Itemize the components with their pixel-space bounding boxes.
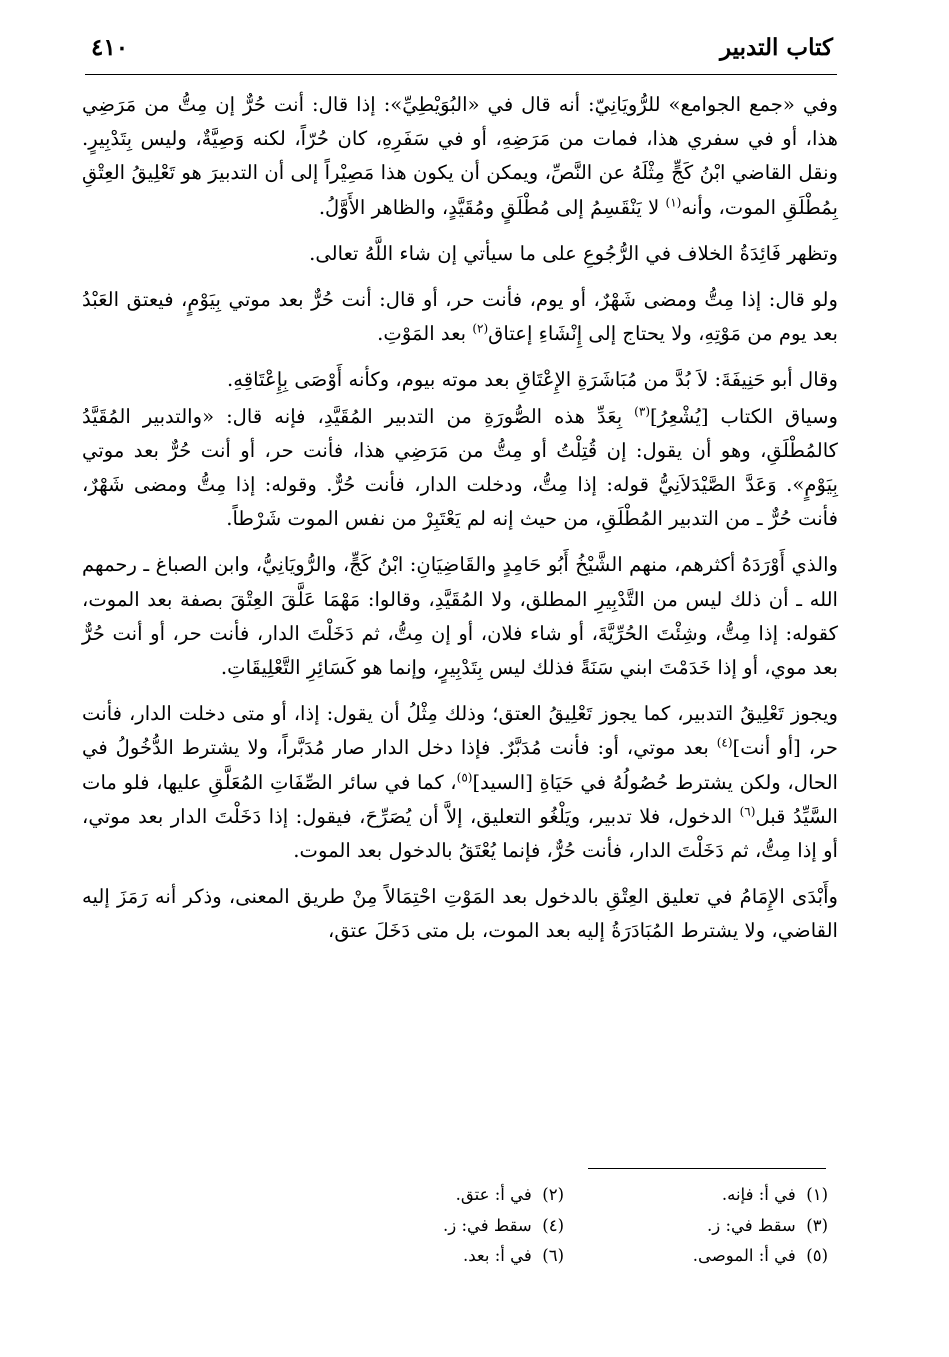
footnote-marker: (٥) — [456, 770, 473, 785]
footnote-text: سقط في: ز. — [443, 1215, 532, 1235]
footnote-marker: (٢) — [472, 321, 489, 336]
footnote-number: (٦) — [542, 1246, 564, 1265]
text-segment: بِعَدِّ هذه الصُّورَةِ من التدبير المُقَيَّدِ، فإنه قال: «والتدبير المُقَيَّدُ كالمُطْلَقِ، وهو أن يقول: إن قُتِلْتُ أو مِتُّ من مَرَضِي هذا، فأنت حر، أو أنت حُرٌّ بعد موتي بِيَوْمٍ». وَعَدَّ الصَّيْدَلاَنِيُّ قوله: إذا مِتُّ، ودخلت الدار، فأنت حُرٌّ. وقوله: إذا مِتُّ ومضى شَهْرٌ، فأنت حُرٌّ ـ من التدبير المُطْلَقِ، من حيث إنه لم يَعْتَبِرْ من نفس الموت شَرْطاً. — [82, 404, 838, 531]
paragraph-4 — [82, 363, 838, 397]
footnote-text: في أ: بعد. — [463, 1246, 532, 1265]
text-segment: ويجوز تَعْلِيقُ التدبير، كما يجوز تَعْلِيقُ العتق؛ وذلك مِثْلُ أن يقول: إذا، أو متى دخلت الدار، فأنت حر، [أو أنت] — [82, 702, 838, 760]
footnote-4 — [300, 1211, 564, 1242]
text-segment: ، كما في سائر الصِّفَاتِ المُعَلَّقِ عليها، فلو مات السَّيِّدُ قبل — [82, 770, 839, 828]
footnote-row — [300, 1241, 828, 1272]
footnote-marker: (٤) — [716, 735, 733, 750]
footnote-text: في أ: فإنه. — [721, 1185, 796, 1204]
footnote-2 — [300, 1180, 564, 1211]
footnote-text: سقط في: ز. — [707, 1215, 796, 1235]
text-segment: وأَبْدَى الإِمَامُ في تعليق العِتْقِ بالدخول بعد المَوْتِ احْتِمَالاً مِنْ طريق المعنى، وذكر أنه رَمَزَ إليه القاضي، ولا يشترط المُبَادَرَةُ إليه بعد الموت، بل متى دَخَلَ عتق، — [82, 885, 838, 943]
main-text — [82, 88, 838, 949]
footnote-6 — [300, 1241, 564, 1272]
text-segment: بعد موتي، أو: فأنت مُدَبَّرٌ. فإذا دخل الدار صار مُدَبَّراً، ولا يشترط الدُّخُولُ في الحال، ولكن يشترط حُصُولُهُ في حَيَاةِ [السيد] — [82, 736, 838, 794]
footnote-3 — [564, 1211, 828, 1242]
footnotes — [300, 1180, 828, 1272]
paragraph-3 — [82, 283, 838, 351]
footnote-1 — [564, 1180, 828, 1211]
footnote-number: (٤) — [542, 1215, 564, 1235]
text-segment: الدخول، فلا تدبير، ويَلْغُو التعليق، إلاَّ أن يُصَرِّحَ، فيقول: إذا دَخَلْتَ الدار بعد موتي، أو إذا مِتُّ، ثم دَخَلْتَ الدار، فأنت حُرٌّ، فإنما يُعْتَقُ بالدخول بعد الموت. — [82, 804, 838, 863]
text-segment: والذي أَوْرَدَهُ أكثرهم، منهم الشَّيْخُ أَبُو حَامِدٍ والقَاضِيَانِ: ابْنُ كَجٍّ، والرُّويَانِيُّ، وابن الصباغ ـ رحمهم الله ـ أن ذلك ليس من التَّدْبِيرِ المطلق، ولا المُقَيَّدِ، وقالوا: مَهْمَا عَلَّقَ العِتْقَ بصفة بعد الموت، كقوله: إذا مِتُّ، وشِئْتَ الحُرِّيَّةَ، أو شاء فلان، أو إن مِتُّ، ثم دَخَلْتَ الدار، فأنت حر، أو أنت حُرٌّ بعد موي، أو إذا خَدَمْتَ ابني سَنَةً فذلك ليس بِتَدْبِيرٍ، وإنما هو كَسَائِرِ التَّعْلِيقَاتِ. — [82, 553, 838, 680]
text-segment: وقال أبو حَنِيفَةَ: لاَ بُدَّ من مُبَاشَرَةِ الإِعْتَاقِ بعد موته بيوم، وكأنه أَوْصَى بِإِعْتَاقِهِ. — [227, 368, 838, 392]
paragraph-2 — [82, 237, 838, 271]
text-segment: وفي «جمع الجوامع» للرُّويَانِيّ: أنه قال في «البُوَيْطِيِّ»: إذا قال: أنت حُرٌّ إن مِتُّ من مَرَضِي هذا، أو في سفري هذا، فمات من مَرَضِهِ، أو في سَفَرِهِ، كان حُرّاً، لكنه وَصِيَّةٌ، وليس بِتَدْبِيرٍ. ونقل القاضي ابْنُ كَجٍّ مِثْلَهُ عن النَّصِّ، ويمكن أن يكون هذا مَصِيْراً إلى أن التدبيرَ هو تَعْلِيقُ العِتْقِ بِمُطْلَقِ الموت، وأنه — [82, 93, 838, 219]
footnote-text: في أ: عتق. — [455, 1185, 532, 1204]
footnote-marker: (٣) — [634, 404, 650, 419]
text-segment: بعد المَوْتِ. — [377, 322, 473, 346]
footnote-number: (٥) — [806, 1246, 828, 1265]
text-segment: لا يَنْقَسِمُ إلى مُطْلَقٍ ومُقَيَّدٍ، والظاهر الأَوَّلُ. — [318, 195, 666, 219]
page-number: ٤١٠ — [91, 34, 129, 61]
running-title: كتاب التدبير — [719, 34, 833, 61]
paragraph-5 — [82, 400, 838, 537]
paragraph-8 — [82, 880, 838, 948]
text-segment: وسياق الكتاب [يُشْعِرُ] — [650, 404, 838, 428]
paragraph-1 — [82, 88, 838, 225]
footnote-number: (٢) — [542, 1185, 564, 1204]
footnote-marker: (١) — [665, 195, 682, 210]
text-segment: ولو قال: إذا مِتُّ ومضى شَهْرٌ، أو يوم، فأنت حر، أو قال: أنت حُرٌّ بعد موتي بِيَوْمٍ، فيعتق العَبْدُ بعد يوم من مَوْتِهِ، ولا يحتاج إلى إِنْشَاءِ إعتاق — [82, 288, 838, 346]
footnote-row — [300, 1211, 828, 1242]
footnote-row — [300, 1180, 828, 1211]
footnote-text: في أ: الموصى. — [692, 1246, 796, 1265]
text-segment: وتظهر فَائِدَةُ الخلاف في الرُّجُوعِ على ما سيأتي إن شاء اللَّهُ تعالى. — [309, 241, 838, 265]
paragraph-6 — [82, 548, 838, 685]
footnote-marker: (٦) — [739, 804, 756, 819]
footnote-number: (١) — [806, 1185, 828, 1204]
footnote-5 — [564, 1241, 828, 1272]
footnote-separator — [588, 1168, 826, 1169]
footnote-number: (٣) — [806, 1215, 828, 1235]
paragraph-7 — [82, 697, 838, 868]
page-header — [85, 30, 837, 75]
